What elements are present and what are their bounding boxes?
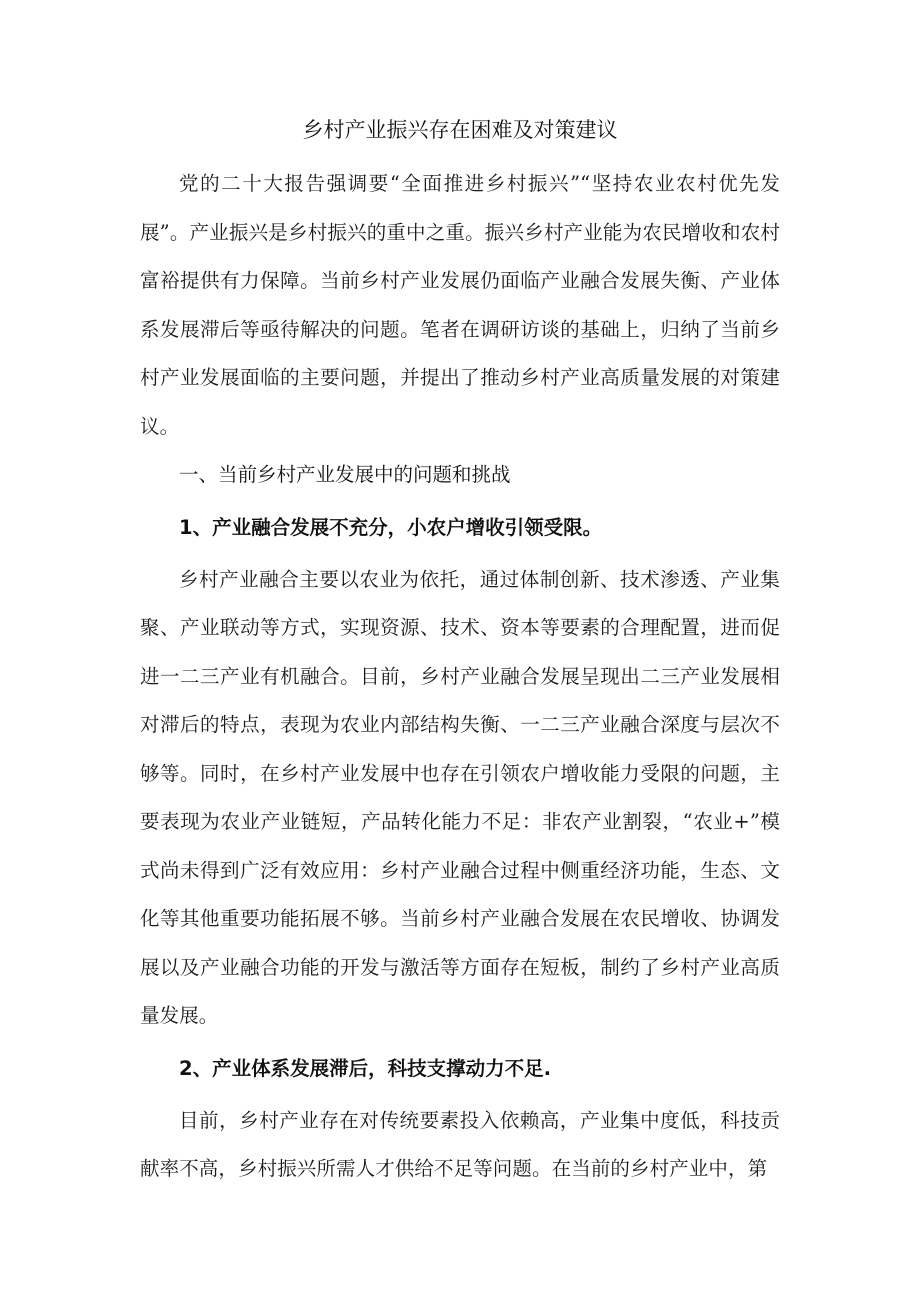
subsection-heading-2: 2、产业体系发展滞后，科技支撑动力不足. — [179, 1056, 551, 1080]
document-body — [140, 108, 780, 1194]
subsection-heading-1: 1、产业融合发展不充分，小农户增收引领受限。 — [179, 515, 603, 539]
intro-paragraph: 党的二十大报告强调要“全面推进乡村振兴”“坚持农业农村优先发展”。产业振兴是乡村振兴的重中之重。振兴乡村产业能为农民增收和农村富裕提供有力保障。当前乡村产业发展仍面临产业融合发展失衡、产业体系发展滞后等亟待解决的问题。笔者在调研访谈的基础上，归纳了当前乡村产业发展面临的主要问题，并提出了推动乡村产业高质量发展的对策建议。 — [140, 172, 780, 438]
document-title: 乡村产业振兴存在困难及对策建议 — [302, 118, 618, 142]
section-heading-1: 一、当前乡村产业发展中的问题和挑战 — [179, 463, 511, 486]
subsection-1-paragraph: 乡村产业融合主要以农业为依托，通过体制创新、技术渗透、产业集聚、产业联动等方式，实现资源、技术、资本等要素的合理配置，进而促进一二三产业有机融合。目前，乡村产业融合发展呈现出二三产业发展相对滞后的特点，表现为农业内部结构失衡、一二三产业融合深度与层次不够等。同时，在乡村产业发展中也存在引领农户增收能力受限的问题，主要表现为农业产业链短，产品转化能力不足：非农产业割裂，“农业+”模式尚未得到广泛有效应用：乡村产业融合过程中侧重经济功能，生态、文化等其他重要功能拓展不够。当前乡村产业融合发展在农民增收、协调发展以及产业融合功能的开发与激活等方面存在短板，制约了乡村产业高质量发展。 — [140, 567, 780, 1027]
subsection-2-paragraph: 目前，乡村产业存在对传统要素投入依赖高，产业集中度低，科技贡献率不高，乡村振兴所需人才供给不足等问题。在当前的乡村产业中，第 — [140, 1108, 780, 1180]
